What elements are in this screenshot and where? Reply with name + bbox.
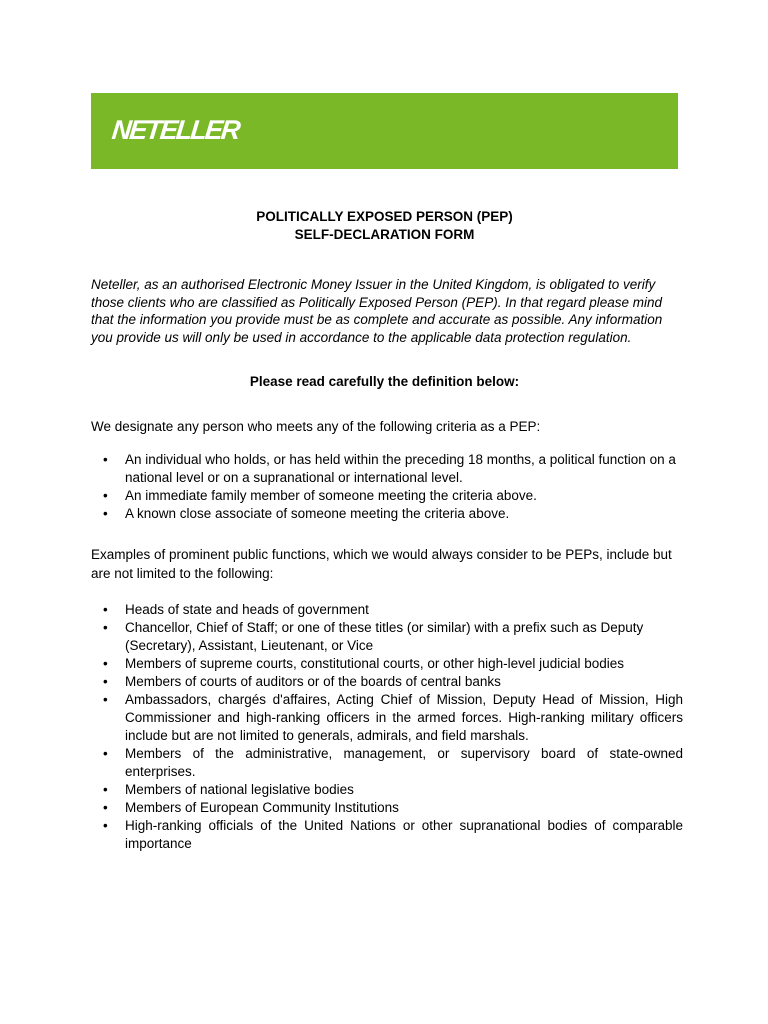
list-item: • Members of the administrative, management, or supervisory board of state-owned enterprises. <box>91 745 683 781</box>
examples-intro: Examples of prominent public functions, which we would always consider to be PEPs, include but are not limited to the following: <box>91 547 672 581</box>
list-item: • Members of supreme courts, constitutional courts, or other high-level judicial bodies <box>91 655 683 673</box>
criteria-intro: We designate any person who meets any of the following criteria as a PEP: <box>91 419 541 434</box>
list-item: • High-ranking officials of the United Nations or other supranational bodies of comparable importance <box>91 817 683 853</box>
criteria-list <box>91 451 683 523</box>
form-title-line2: SELF-DECLARATION FORM <box>294 227 475 242</box>
list-item: • An individual who holds, or has held within the preceding 18 months, a political function on a national level or on a supranational or international level. <box>91 451 683 487</box>
form-title-line1: POLITICALLY EXPOSED PERSON (PEP) <box>256 209 513 224</box>
definition-subheading: Please read carefully the definition below: <box>249 374 520 389</box>
list-item: • An immediate family member of someone meeting the criteria above. <box>91 487 683 505</box>
intro-paragraph: Neteller, as an authorised Electronic Money Issuer in the United Kingdom, is obligated to verify those clients who are classified as Politically Exposed Person (PEP). In that regard please mind that the information you provide must be as complete and accurate as possible. Any information you provide us will only be used in accordance to the applicable data protection regulation. <box>91 277 663 345</box>
neteller-logo: NETELLER <box>110 115 241 145</box>
list-item: • Heads of state and heads of government <box>91 601 683 619</box>
list-item: • Chancellor, Chief of Staff; or one of these titles (or similar) with a prefix such as Deputy (Secretary), Assistant, Lieutenant, or Vice <box>91 619 683 655</box>
list-item: • Members of courts of auditors or of the boards of central banks <box>91 673 683 691</box>
examples-list <box>91 601 683 853</box>
list-item: • Members of national legislative bodies <box>91 781 683 799</box>
list-item: • Ambassadors, chargés d'affaires, Acting Chief of Mission, Deputy Head of Mission, High Commissioner and high-ranking officers in the armed forces. High-ranking military officers include but are not limited to generals, admirals, and field marshals. <box>91 691 683 745</box>
list-item: • A known close associate of someone meeting the criteria above. <box>91 505 683 523</box>
header-banner <box>91 93 678 169</box>
list-item: • Members of European Community Institutions <box>91 799 683 817</box>
